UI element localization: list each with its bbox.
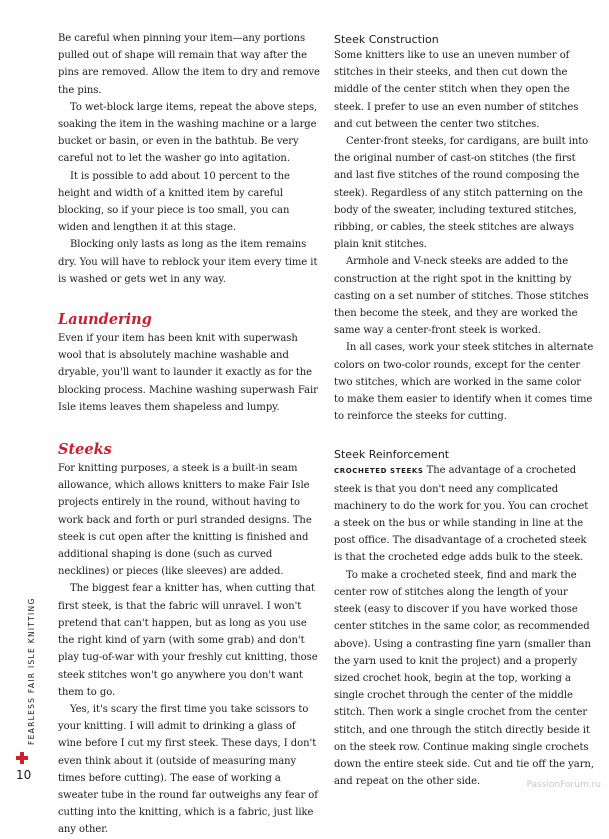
body-paragraph: The biggest fear a knitter has, when cutting that first steek, is that the fabric will unravel. I won't pretend that can't happen, but as long as you use the right kind of yarn (with some grab) and don't play tug-of-war with your freshly cut knitting, those steek stitches won't go anywhere you don't want them to go. — [58, 583, 318, 698]
body-paragraph: Be careful when pinning your item—any portions pulled out of shape will remain that way after the pins are removed. Allow the item to dry and remove the pins. — [58, 33, 320, 96]
left-column — [58, 30, 320, 839]
body-paragraph: To make a crocheted steek, find and mark the center row of stitches along the length of your steek (easy to discover if you have worked those center stitches in the same color, as recommended above). Using a contrasting fine yarn (smaller than the yarn used to knit the project) and a properly sized crochet hook, begin at the top, working a single crochet through the center of the middle stitch. Then work a single crochet from the center stitch, and one through the stitch directly beside it on the steek row. Continue making single crochets down the entire steek side. Cut and tie off the yarn, and repeat on the other side. — [334, 569, 594, 788]
body-paragraph: It is possible to add about 10 percent to the height and width of a knitted item by careful blocking, so if your piece is too small, you can widen and lengthen it at this stage. — [58, 170, 290, 234]
steek-construction-heading: Steek Construction — [334, 33, 439, 46]
body-paragraph: To wet-block large items, repeat the above steps, soaking the item in the washing machine or a large bucket or basin, or even in the bathtub. Be very careful not to let the washer go into agitation. — [58, 101, 318, 165]
running-head: FEARLESS FAIR ISLE KNITTING — [27, 597, 36, 745]
body-paragraph: Even if your item has been knit with superwash wool that is absolutely machine washable and dryable, you'll want to launder it exactly as for the blocking process. Machine washing superwash Fair Isle items leaves them shapeless and lumpy. — [58, 333, 318, 413]
body-paragraph: Yes, it's scary the first time you take scissors to your knitting. I will admit to drinking a glass of wine before I cut my first steek. These days, I don't even think about it (outside of measuring many times before cutting). The ease of working a sweater tube in the round far outweighs any fear of cutting into the knitting, which is a fabric, just like any other. — [58, 703, 318, 836]
steek-reinforcement-heading: Steek Reinforcement — [334, 448, 450, 462]
crocheted-steeks-runin: CROCHETED STEEKS — [334, 467, 424, 476]
right-column — [334, 32, 594, 790]
steeks-heading: Steeks — [58, 441, 112, 459]
watermark: PassionForum.ru — [526, 780, 601, 790]
page-number: 10 — [16, 768, 32, 782]
body-paragraph: For knitting purposes, a steek is a built-in seam allowance, which allows knitters to make Fair Isle projects entirely in the round, without having to work back and forth or purl stranded designs. The steek is cut open after the knitting is finished and additional shaping is done (such as curved necklines) or pieces (like sleeves) are added. — [58, 463, 312, 578]
laundering-heading: Laundering — [58, 311, 152, 329]
body-paragraph: Blocking only lasts as long as the item remains dry. You will have to reblock your item every time it is washed or gets wet in any way. — [58, 239, 318, 285]
body-paragraph: Armhole and V-neck steeks are added to the construction at the right spot in the knitting by casting on a set number of stitches. Those stitches then become the steek, and they are worked the same way a center-front steek is worked. — [334, 256, 589, 337]
body-text: The advantage of a crocheted steek is that you don't need any complicated machinery to do the work for you. You can crochet a steek on the bus or while standing in line at the post office. The disadvantage of a crocheted steek is that the crocheted edge adds bulk to the steek. — [334, 465, 589, 564]
red-cross-icon — [16, 752, 28, 764]
body-paragraph: In all cases, work your steek stitches in alternate colors on two-color rounds, except for the center two stitches, which are worked in the same color to make them easier to identify when it comes time to reinforce the steeks for cutting. — [334, 342, 594, 423]
body-paragraph: Center-front steeks, for cardigans, are built into the original number of cast-on stitches (the first and last five stitches of the round composing the steek). Regardless of any stitch patterning on the body of the sweater, including textured stitches, ribbing, or cables, the steek stitches are always plain knit stitches. — [334, 136, 589, 251]
body-paragraph — [334, 462, 594, 566]
body-paragraph: Some knitters like to use an uneven number of stitches in their steeks, and then cut down the middle of the center stitch when they open the steek. I prefer to use an even number of stitches and cut between the center two stitches. — [334, 50, 579, 130]
